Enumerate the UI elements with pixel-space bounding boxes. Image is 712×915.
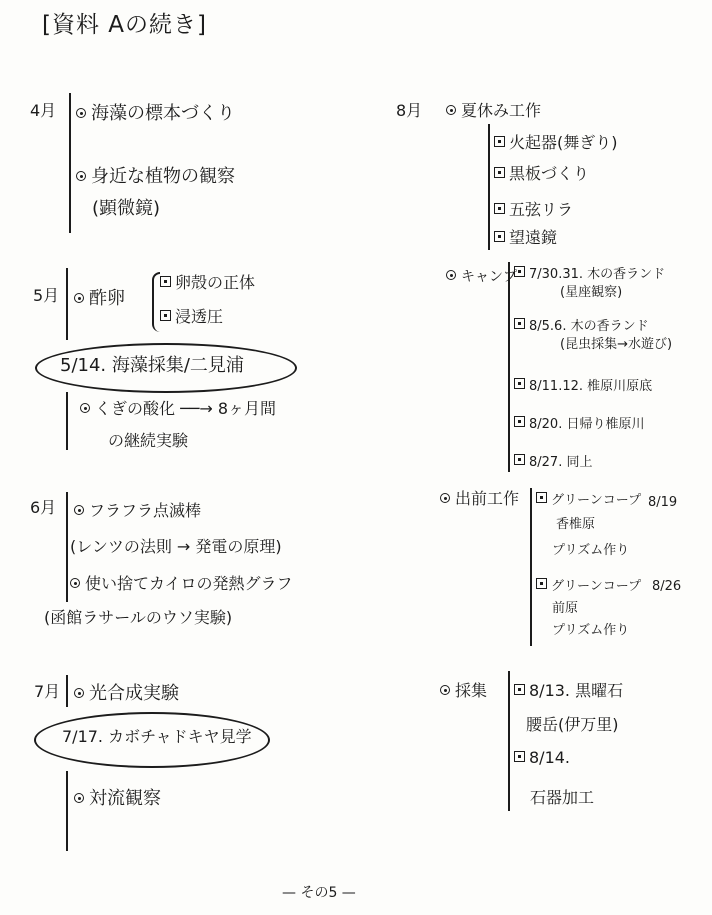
collect-item-2: 8/14. <box>514 750 570 766</box>
collect-heading: 採集 <box>440 683 487 699</box>
outreach-item-1-date: 8/19 <box>648 495 678 510</box>
may-experiment-cont: の継続実験 <box>108 431 189 450</box>
july-event: 7/17. カボチャドキヤ見学 <box>62 727 252 746</box>
june-item-2: 使い捨てカイロの発熱グラフ <box>70 576 293 592</box>
outreach-item-2-task: プリズム作り <box>552 623 630 638</box>
collect-item-1: 8/13. 黒曜石 <box>514 683 623 699</box>
camp-item-3: 8/11.12. 椎原川原底 <box>514 378 652 393</box>
month-label-august: 8月 <box>396 101 423 120</box>
may-event: 5/14. 海藻採集/二見浦 <box>60 355 244 376</box>
bullet-icon <box>74 293 84 303</box>
bullet-icon <box>76 171 86 181</box>
outreach-divider <box>530 488 532 646</box>
may-main-item: 酢卵 <box>74 290 125 308</box>
bullet-icon <box>74 688 84 698</box>
outreach-item-1-task: プリズム作り <box>552 543 630 558</box>
collect-divider <box>508 671 510 811</box>
july-divider-top <box>66 675 68 707</box>
camp-item-5: 8/27. 同上 <box>514 454 592 469</box>
page-number: — その5 — <box>282 885 356 901</box>
april-item-1: 海藻の標本づくり <box>76 105 235 123</box>
checkbox-icon <box>494 203 505 214</box>
april-item-2: 身近な植物の観察 <box>76 168 235 186</box>
camp-item-2: 8/5.6. 木の香ランド <box>514 318 649 333</box>
arrow-right-icon: ──→ <box>180 399 213 418</box>
checkbox-icon <box>536 578 547 589</box>
outreach-item-1-place: 香椎原 <box>556 517 596 532</box>
checkbox-icon <box>160 310 171 321</box>
camp-item-4: 8/20. 日帰り椎原川 <box>514 416 644 431</box>
bullet-icon <box>440 685 450 695</box>
checkbox-icon <box>494 136 505 147</box>
checkbox-icon <box>514 751 525 762</box>
july-item-2: 対流観察 <box>74 790 161 808</box>
camp-item-1-note: (星座観察) <box>560 285 623 300</box>
month-label-april: 4月 <box>30 101 57 120</box>
bullet-icon <box>446 105 456 115</box>
summer-craft-item-4: 望遠鏡 <box>494 230 557 246</box>
checkbox-icon <box>514 266 525 277</box>
month-label-june: 6月 <box>30 498 57 517</box>
checkbox-icon <box>536 492 547 503</box>
checkbox-icon <box>514 454 525 465</box>
bullet-icon <box>440 493 450 503</box>
june-note: (函館ラサールのウソ実験) <box>44 608 233 627</box>
may-sub-item-2: 浸透圧 <box>160 309 223 325</box>
outreach-item-1: グリーンコープ <box>536 492 641 507</box>
outreach-item-2-date: 8/26 <box>652 579 682 594</box>
may-divider-top <box>66 268 68 340</box>
bullet-icon <box>74 505 84 515</box>
summer-craft-heading: 夏休み工作 <box>446 103 541 119</box>
may-experiment: くぎの酸化 ──→ 8ヶ月間 <box>80 401 276 417</box>
camp-divider <box>508 262 510 472</box>
june-item-1-note: (レンツの法則 → 発電の原理) <box>70 537 282 556</box>
summer-craft-divider <box>488 124 490 250</box>
checkbox-icon <box>514 416 525 427</box>
month-label-july: 7月 <box>34 682 61 701</box>
bullet-icon <box>446 270 456 280</box>
july-divider-bottom <box>66 771 68 851</box>
bullet-icon <box>74 793 84 803</box>
may-divider-bottom <box>66 392 68 450</box>
collect-item-2-task: 石器加工 <box>530 788 595 807</box>
checkbox-icon <box>514 378 525 389</box>
camp-item-1: 7/30.31. 木の香ランド <box>514 266 665 281</box>
month-label-may: 5月 <box>33 286 60 305</box>
checkbox-icon <box>514 318 525 329</box>
bullet-icon <box>70 578 80 588</box>
summer-craft-item-2: 黒板づくり <box>494 166 589 182</box>
june-divider <box>66 492 68 602</box>
summer-craft-item-1: 火起器(舞ぎり) <box>494 135 618 151</box>
checkbox-icon <box>494 167 505 178</box>
outreach-heading: 出前工作 <box>440 491 519 507</box>
checkbox-icon <box>494 231 505 242</box>
collect-item-1-place: 腰岳(伊万里) <box>526 715 619 734</box>
summer-craft-item-3: 五弦リラ <box>494 202 573 218</box>
april-divider <box>69 93 71 233</box>
outreach-item-2-place: 前原 <box>552 601 579 616</box>
may-sub-bracket <box>152 272 160 332</box>
outreach-item-2: グリーンコープ <box>536 578 641 593</box>
checkbox-icon <box>160 276 171 287</box>
checkbox-icon <box>514 684 525 695</box>
camp-heading: キャンプ <box>446 270 517 284</box>
bullet-icon <box>80 403 90 413</box>
june-item-1: フラフラ点滅棒 <box>74 503 201 519</box>
page-title: [資料 Aの続き] <box>42 12 207 38</box>
april-item-2-note: (顕微鏡) <box>92 198 161 219</box>
july-item-1: 光合成実験 <box>74 685 179 703</box>
may-sub-item-1: 卵殻の正体 <box>160 275 255 291</box>
camp-item-2-note: (昆虫採集→水遊び) <box>560 337 673 352</box>
bullet-icon <box>76 108 86 118</box>
